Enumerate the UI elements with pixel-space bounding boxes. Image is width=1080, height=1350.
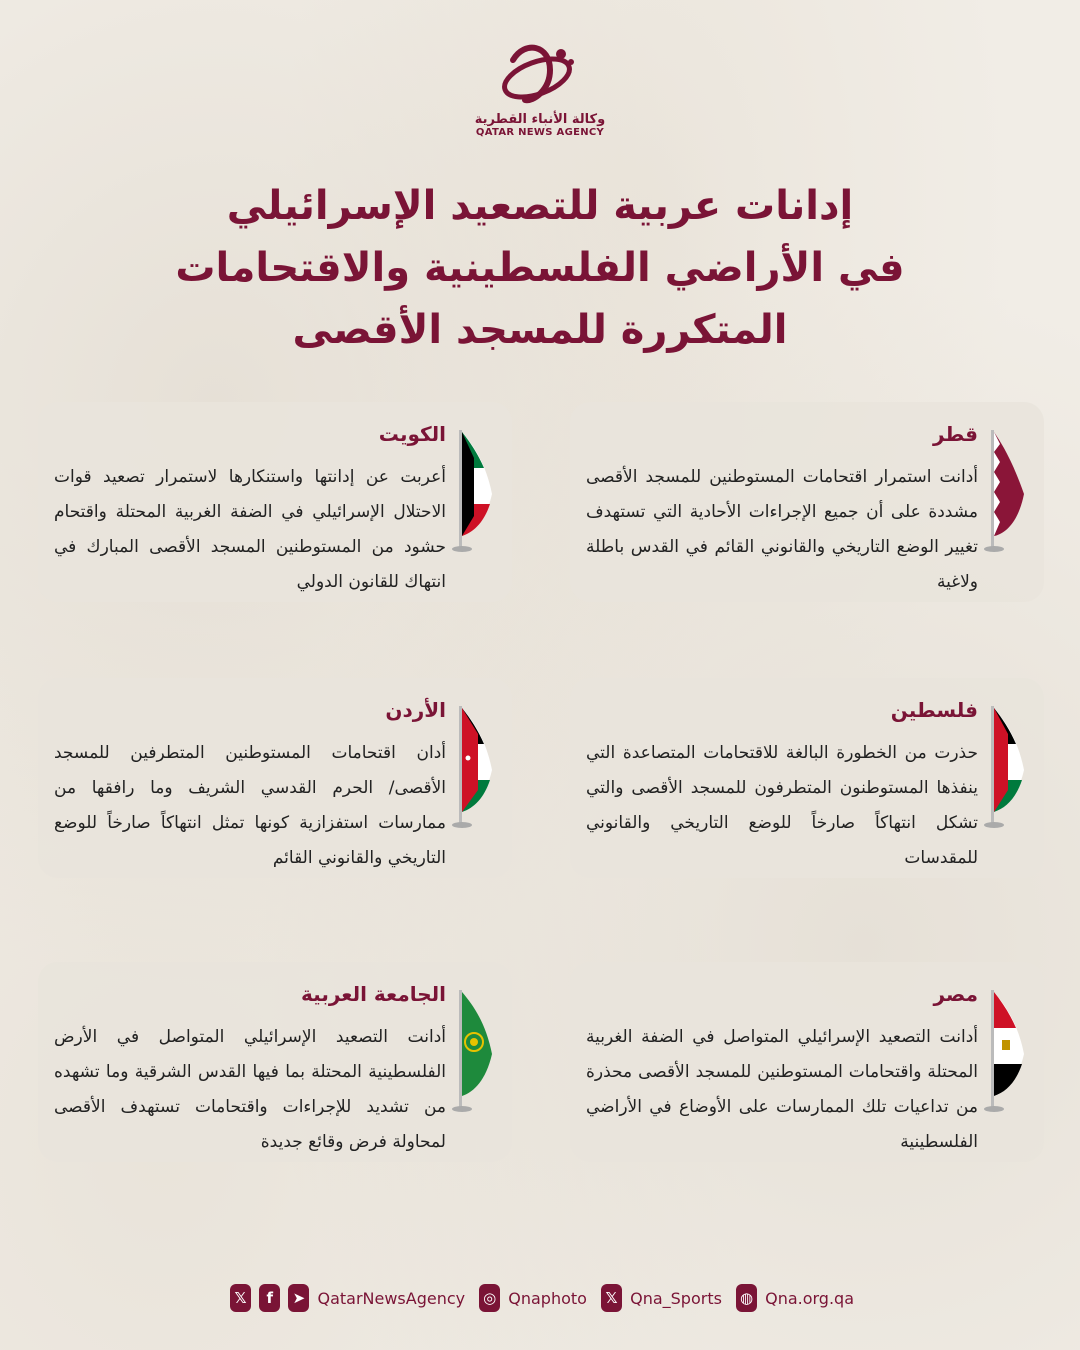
country-name: الأردن	[385, 698, 446, 722]
qna-logo	[470, 40, 610, 160]
kuwait-flag-icon	[450, 424, 500, 554]
jordan-flag-icon	[450, 700, 500, 830]
card-egypt	[570, 962, 1044, 1162]
country-name: الكويت	[378, 422, 446, 446]
qatar-flag-icon	[982, 424, 1032, 554]
x-icon[interactable]: 𝕏	[230, 1284, 251, 1312]
country-name: قطر	[932, 422, 978, 446]
handle-photo[interactable]: Qnaphoto	[508, 1288, 587, 1308]
country-name: الجامعة العربية	[301, 982, 446, 1006]
instagram-icon[interactable]: ◎	[479, 1284, 500, 1312]
country-name: مصر	[933, 982, 978, 1006]
logo-arabic: وكالة الأنباء القطرية	[474, 112, 606, 127]
handle-main[interactable]: QatarNewsAgency	[317, 1288, 466, 1308]
title-line-1: إدانات عربية للتصعيد الإسرائيلي	[226, 183, 854, 229]
country-statement: أدانت التصعيد الإسرائيلي المتواصل في الأرض الفلسطينية المحتلة بما فيها القدس الشرقية وما تشهده من تشديد للإجراءات واقتحامات تستهدف الأقصى لمحاولة فرض وقائع جديدة	[54, 1027, 446, 1152]
facebook-icon[interactable]: f	[259, 1284, 280, 1312]
country-statement: أعربت عن إدانتها واستنكارها لاستمرار تصعيد قوات الاحتلال الإسرائيلي في الضفة الغربية المحتلة واقتحام حشود من المستوطنين المسجد الأقصى المبارك في انتهاك للقانون الدولي	[54, 467, 446, 592]
telegram-icon[interactable]: ➤	[288, 1284, 309, 1312]
card-jordan	[38, 678, 512, 878]
logo-english: QATAR NEWS AGENCY	[475, 127, 605, 138]
social-footer	[230, 1280, 860, 1316]
palestine-flag-icon	[982, 700, 1032, 830]
page-title	[140, 175, 940, 361]
country-statement: أدان اقتحامات المستوطنين المتطرفين للمسجد الأقصى/ الحرم القدسي الشريف وما رافقها من ممارسات استفزازية كونها تمثل انتهاكاً صارخاً للوضع التاريخي والقانوني القائم	[54, 743, 446, 868]
country-name: فلسطين	[890, 698, 978, 722]
dribbble-icon[interactable]: ◍	[736, 1284, 757, 1312]
title-line-2: في الأراضي الفلسطينية والاقتحامات	[175, 245, 905, 291]
arab-league-flag-icon	[450, 984, 500, 1114]
website-link[interactable]: Qna.org.qa	[765, 1288, 855, 1308]
country-statement: أدانت استمرار اقتحامات المستوطنين للمسجد الأقصى مشددة على أن جميع الإجراءات الأحادية التي تستهدف تغيير الوضع التاريخي والقانوني القائم في القدس باطلة ولاغية	[586, 467, 978, 592]
x-icon[interactable]: 𝕏	[601, 1284, 622, 1312]
qna-logo-icon	[495, 40, 585, 110]
handle-sports[interactable]: Qna_Sports	[630, 1288, 722, 1308]
egypt-flag-icon	[982, 984, 1032, 1114]
country-statement: أدانت التصعيد الإسرائيلي المتواصل في الضفة الغربية المحتلة واقتحامات المستوطنين للمسجد الأقصى محذرة من تداعيات تلك الممارسات على الأوضاع في الأراضي الفلسطينية	[586, 1027, 978, 1152]
title-line-3: المتكررة للمسجد الأقصى	[292, 307, 788, 353]
country-statement: حذرت من الخطورة البالغة للاقتحامات المتصاعدة التي ينفذها المستوطنون المتطرفون للمسجد الأقصى والتي تشكل انتهاكاً صارخاً للوضع التاريخي والقانوني للمقدسات	[586, 743, 978, 868]
card-arab-league	[38, 962, 512, 1162]
card-kuwait	[38, 402, 512, 602]
card-qatar	[570, 402, 1044, 602]
card-palestine	[570, 678, 1044, 878]
